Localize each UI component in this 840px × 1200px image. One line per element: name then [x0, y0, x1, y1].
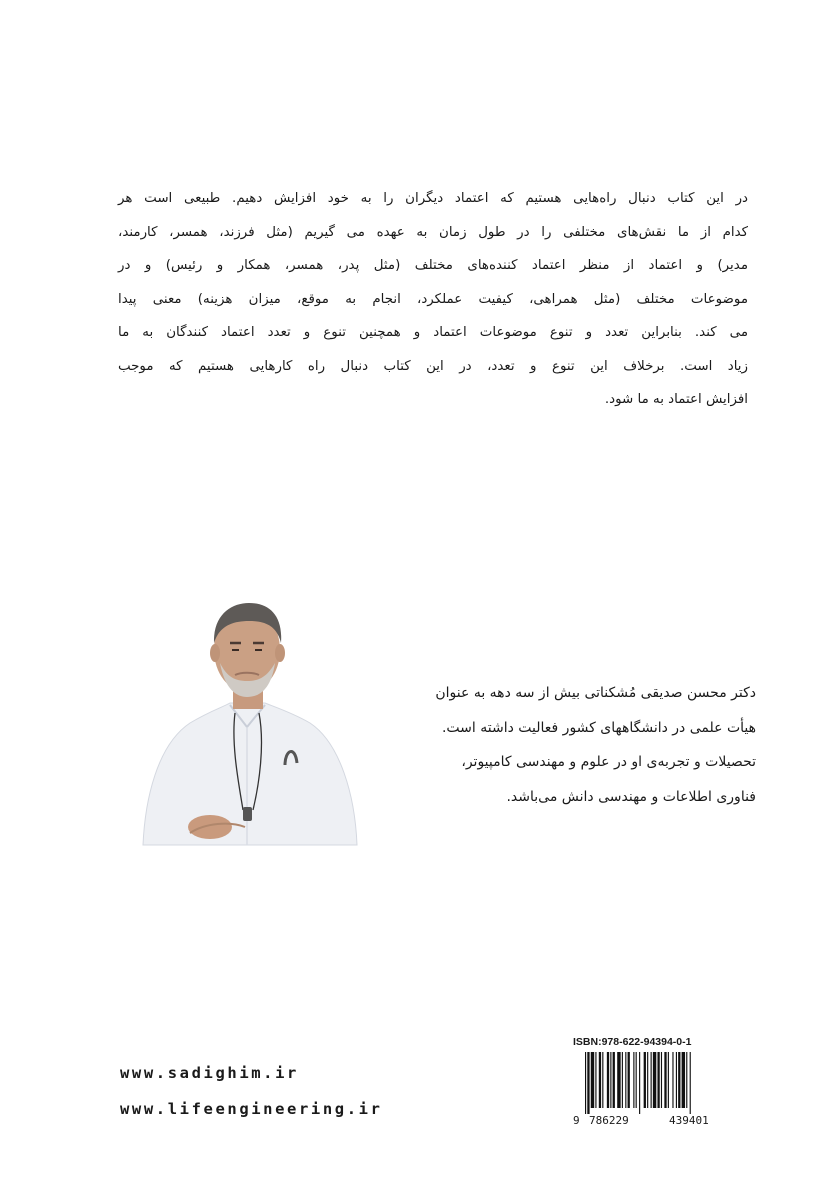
author-photo: [135, 595, 360, 850]
isbn-label: ISBN:978-622-94394-0-1: [573, 1036, 692, 1048]
website-lifeengineering[interactable]: www.lifeengineering.ir: [120, 1100, 383, 1118]
isbn-barcode: [573, 1036, 741, 1128]
blurb-line: در این کتاب دنبال راه‌هایی هستیم که اعتماد دیگران را به خود افزایش دهیم. طبیعی است هر: [118, 191, 748, 206]
blurb-line: مدیر) و اعتماد از منظر اعتماد کننده‌های مختلف (مثل پدر، همسر، همکار و رئیس) و در: [118, 258, 748, 273]
barcode-digits-right: 439401: [669, 1114, 709, 1127]
bio-line: فناوری اطلاعات و مهندسی دانش می‌باشد.: [506, 788, 756, 805]
barcode-digit-lead: 9: [573, 1114, 580, 1127]
blurb-line: زیاد است. برخلاف این تنوع و تعدد، در این کتاب دنبال راه کارهایی هستیم که موجب: [118, 358, 748, 374]
barcode-digits-left: 786229: [589, 1114, 629, 1127]
blurb-line: موضوعات مختلف (مثل همراهی، کیفیت عملکرد، انجام به موقع، میزان هزینه) معنی پیدا: [118, 291, 748, 307]
author-bio: [348, 676, 756, 814]
blurb-line: می کند. بنابراین تعدد و تنوع موضوعات اعتماد و همچنین تنوع و تعدد اعتماد کنندگان به ما: [118, 325, 748, 340]
blurb-line: افزایش اعتماد به ما شود.: [604, 392, 748, 407]
bio-line: دکتر محسن صدیقی مُشکناتی بیش از سه دهه به عنوان: [435, 685, 756, 701]
back-cover-blurb: [118, 182, 748, 417]
barcode-bars: [573, 1052, 741, 1114]
barcode-digits: [573, 1114, 741, 1128]
website-sadighim[interactable]: www.sadighim.ir: [120, 1064, 299, 1082]
website-list: [120, 1060, 383, 1132]
bio-line: هیأت علمی در دانشگاههای کشور فعالیت داشته است.: [441, 719, 756, 736]
blurb-line: کدام از ما نقش‌های مختلفی را در طول زمان به عهده می گیریم (مثل فرزند، همسر، کارمند،: [118, 224, 748, 240]
bio-line: تحصیلات و تجربه‌ی او در علوم و مهندسی کامپیوتر،: [461, 754, 756, 770]
